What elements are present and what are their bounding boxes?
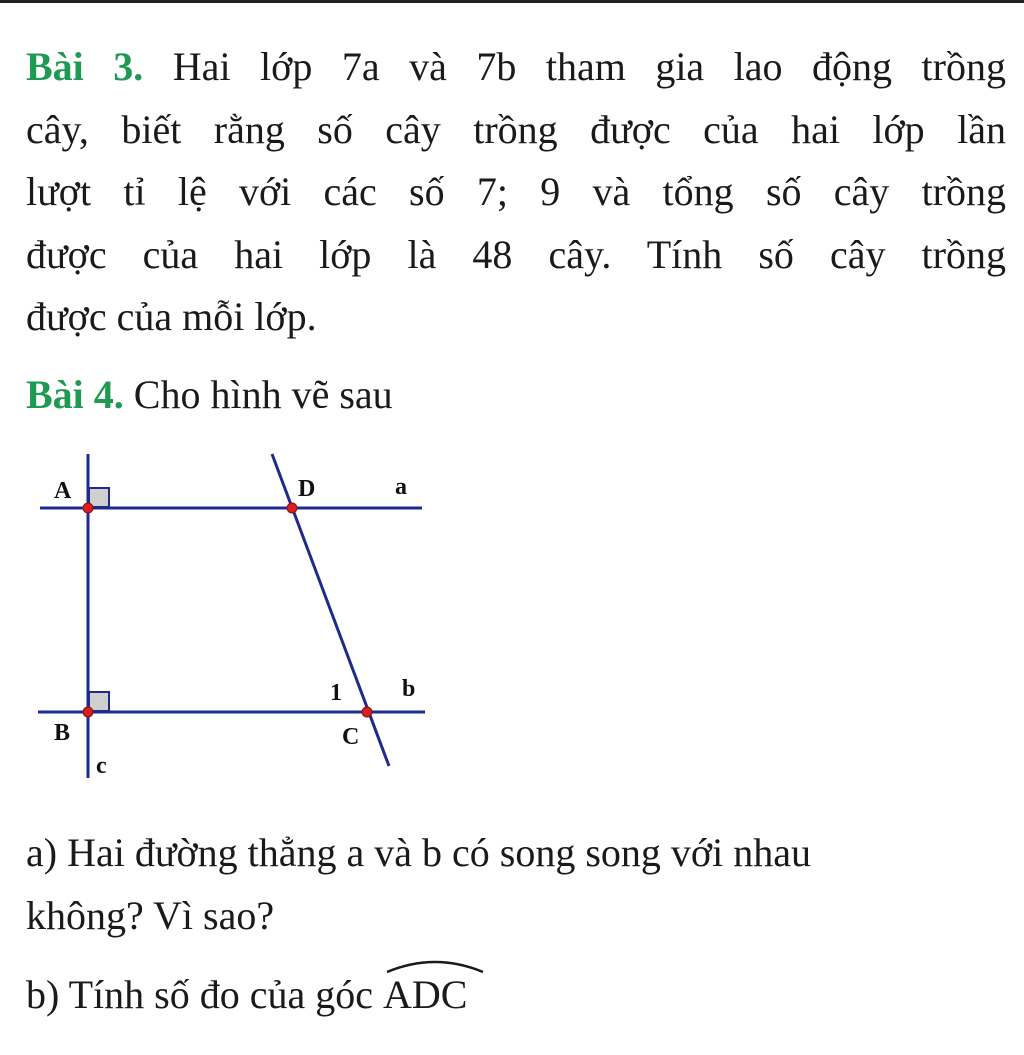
exercise-3-text-1: Hai lớp 7a và 7b tham gia lao động trồng [143,44,1006,89]
exercise-3-line-1 [26,36,1006,99]
point-d [287,503,297,513]
label-line-c: c [96,753,107,779]
right-angle-mark-b [89,692,109,711]
label-angle-1: 1 [330,680,342,706]
label-a-point: A [54,478,72,504]
angle-adc-label: ADC [382,972,468,1017]
angle-adc [383,964,467,1027]
exercise-4-text: Cho hình vẽ sau [123,372,393,417]
exercise-3-label: Bài 3. [26,44,144,89]
line-dc [272,454,389,766]
exercise-3-line-2: cây, biết rằng số cây trồng được của hai lớp lần [26,106,1006,152]
exercise-3-line-3: lượt tỉ lệ với các số 7; 9 và tổng số cây trồng [26,169,1006,214]
exercise-4 [26,364,1006,427]
geometry-figure [30,448,440,788]
point-a [83,503,93,513]
question-a [26,822,1006,947]
exercise-3-line-4: được của hai lớp là 48 cây. Tính số cây trồng [26,231,1006,277]
question-b-text: b) Tính số đo của góc [26,972,383,1017]
exercise-4-label: Bài 4. [26,372,124,417]
question-b [26,964,1006,1027]
label-b-point: B [54,720,71,746]
label-line-b: b [402,676,416,702]
right-angle-mark-a [89,488,109,507]
angle-arc-icon [385,958,485,974]
label-d-point: D [298,476,316,502]
exercise-3 [26,36,1006,349]
top-border [0,0,1024,3]
point-c [362,707,372,717]
label-c-point: C [342,724,360,750]
exercise-3-line-5: được của mỗi lớp. [26,294,317,339]
label-line-a: a [395,474,407,500]
question-a-line-1: a) Hai đường thẳng a và b có song song với nhau [26,830,811,875]
question-a-line-2: không? Vì sao? [26,892,275,938]
point-b [83,707,93,717]
